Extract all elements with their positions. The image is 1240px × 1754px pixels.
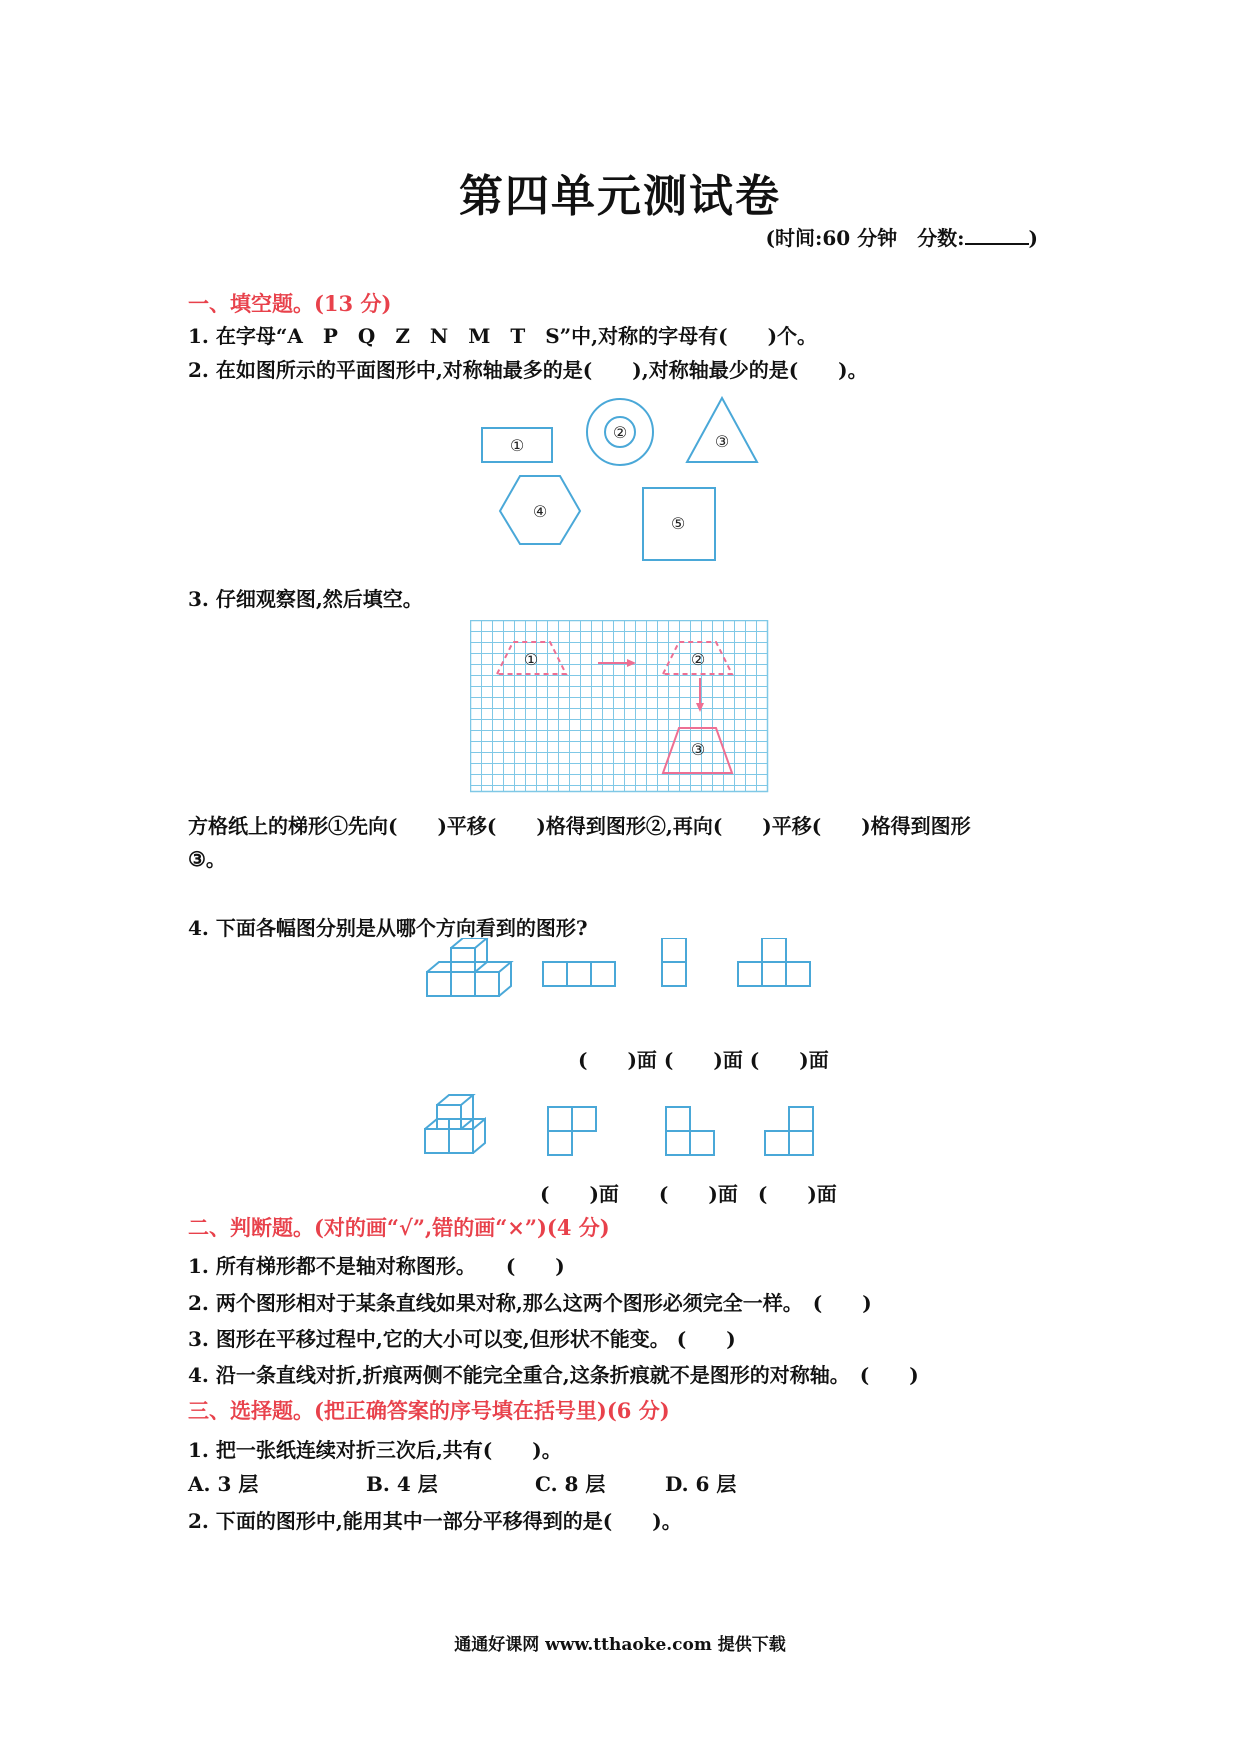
triangle-shape xyxy=(687,398,757,462)
choice-option-d: D. 6 层 xyxy=(665,1472,737,1496)
question-1-1: 1. 在字母“A P Q Z N M T S”中,对称的字母有( )个。 xyxy=(188,324,818,348)
choice-option-b: B. 4 层 xyxy=(366,1472,438,1496)
shape-label-3: ③ xyxy=(714,432,730,451)
choice-question-1: 1. 把一张纸连续对折三次后,共有( )。 xyxy=(188,1438,562,1462)
grid-lines xyxy=(470,620,768,792)
question-1-4: 4. 下面各幅图分别是从哪个方向看到的图形? xyxy=(188,916,588,940)
view-l-shape-2 xyxy=(666,1107,714,1155)
score-blank[interactable] xyxy=(965,225,1029,245)
page-title: 第四单元测试卷 xyxy=(459,171,781,222)
cube-stack-3d-1 xyxy=(427,938,511,996)
view-l-shape-1 xyxy=(548,1107,596,1155)
section2-heading: 二、判断题。(对的画“√”,错的画“×”)(4 分) xyxy=(188,1215,610,1240)
choice-option-c: C. 8 层 xyxy=(535,1472,606,1496)
question-1-3-text-line1: 方格纸上的梯形①先向( )平移( )格得到图形②,再向( )平移( )格得到图形 xyxy=(188,814,971,838)
time-score-label: (时间:60 分钟 分数: xyxy=(765,226,965,250)
judgment-item-4: 4. 沿一条直线对折,折痕两侧不能完全重合,这条折痕就不是图形的对称轴。 ( ) xyxy=(188,1363,919,1387)
grid-figure xyxy=(470,620,770,795)
shape-label-4: ④ xyxy=(532,502,548,521)
question-1-3-text-line2: ③。 xyxy=(188,847,226,871)
section1-heading: 一、填空题。(13 分) xyxy=(188,291,392,316)
view-row-1 xyxy=(425,938,825,1000)
shapes-figure xyxy=(470,392,770,562)
judgment-item-3: 3. 图形在平移过程中,它的大小可以变,但形状不能变。 ( ) xyxy=(188,1327,736,1351)
view-l-shape-3 xyxy=(765,1107,813,1155)
view-row-2 xyxy=(423,1083,823,1161)
question-1-3: 3. 仔细观察图,然后填空。 xyxy=(188,587,423,611)
view-two-stacked xyxy=(662,938,686,986)
down-arrowhead-icon xyxy=(696,703,704,712)
judgment-item-1: 1. 所有梯形都不是轴对称图形。 ( ) xyxy=(188,1254,565,1278)
choice-question-2: 2. 下面的图形中,能用其中一部分平移得到的是( )。 xyxy=(188,1509,682,1533)
footer-source: 通通好课网 www.tthaoke.com 提供下载 xyxy=(454,1635,786,1655)
view-step-shape xyxy=(738,938,810,986)
row2-view-labels: ( )面 ( )面 ( )面 xyxy=(540,1182,837,1206)
question-1-2: 2. 在如图所示的平面图形中,对称轴最多的是( ),对称轴最少的是( )。 xyxy=(188,358,868,382)
choice-option-a: A. 3 层 xyxy=(188,1472,259,1496)
grid-label-1: ① xyxy=(523,650,539,669)
exam-meta xyxy=(766,222,1039,251)
right-arrowhead-icon xyxy=(627,659,636,667)
section3-heading: 三、选择题。(把正确答案的序号填在括号里)(6 分) xyxy=(188,1398,670,1423)
shape-label-5: ⑤ xyxy=(670,514,686,533)
shape-label-2: ② xyxy=(612,423,628,442)
row1-view-labels: ( )面 ( )面 ( )面 xyxy=(578,1048,829,1072)
grid-label-3: ③ xyxy=(690,740,706,759)
view-three-squares xyxy=(543,962,615,986)
grid-label-2: ② xyxy=(690,650,706,669)
cube-stack-3d-2 xyxy=(425,1095,485,1153)
judgment-item-2: 2. 两个图形相对于某条直线如果对称,那么这两个图形必须完全一样。 ( ) xyxy=(188,1291,872,1315)
shape-label-1: ① xyxy=(509,436,525,455)
meta-close: ) xyxy=(1028,226,1038,250)
